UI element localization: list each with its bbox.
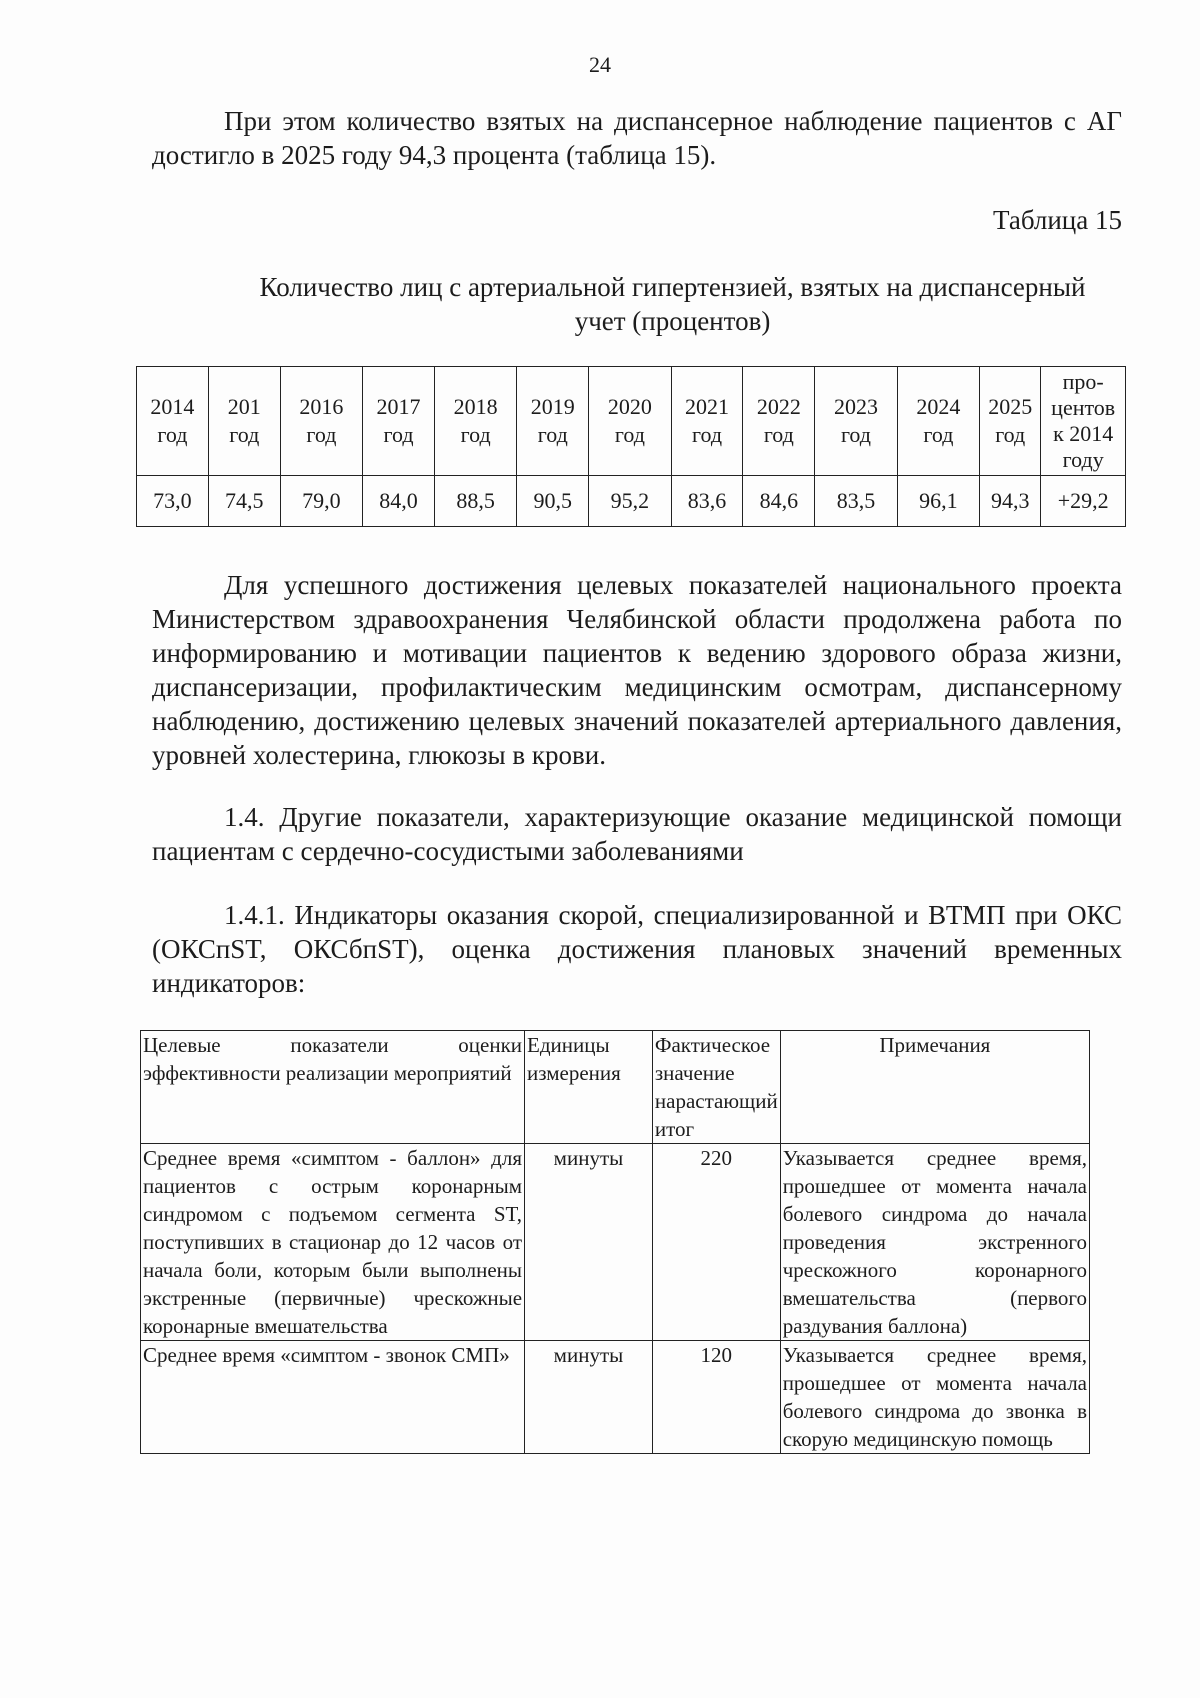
header-value: Фактическое значение нарастающий итог: [652, 1031, 780, 1144]
value-cell: 73,0: [137, 476, 209, 527]
header-cell: 2019 год: [517, 367, 589, 476]
indicator-value: 120: [652, 1341, 780, 1454]
header-cell: 2014 год: [137, 367, 209, 476]
header-cell: 2018 год: [434, 367, 516, 476]
table-values-row: [137, 476, 1126, 527]
table-title-line-1: Количество лиц с артериальной гипертензией, взятых на диспансерный: [259, 272, 1086, 302]
header-cell-percent-change: про- центов к 2014 году: [1041, 367, 1126, 476]
indicator-note: Указывается среднее время, прошедшее от момента начала болевого синдрома до звонка в скорую медицинскую помощь: [780, 1341, 1089, 1454]
value-cell: 74,5: [208, 476, 280, 527]
value-cell: 95,2: [589, 476, 671, 527]
table-title: [230, 270, 1115, 338]
paragraph-intro: При этом количество взятых на диспансерное наблюдение пациентов с АГ достигло в 2025 году 94,3 процента (таблица 15).: [152, 106, 1122, 170]
header-cell: 2022 год: [743, 367, 815, 476]
value-cell: 84,6: [743, 476, 815, 527]
header-unit: Единицы измерения: [525, 1031, 653, 1144]
header-notes: Примечания: [780, 1031, 1089, 1144]
header-cell: 2025 год: [980, 367, 1041, 476]
indicators-header-row: [141, 1031, 1090, 1144]
page-number: 24: [589, 52, 611, 77]
indicator-value: 220: [652, 1144, 780, 1341]
value-cell: 96,1: [897, 476, 979, 527]
header-indicator: Целевые показатели оценки эффективности реализации мероприятий: [141, 1031, 525, 1144]
table-title-line-2: учет (процентов): [574, 306, 771, 336]
value-cell: 79,0: [280, 476, 362, 527]
header-cell: 2020 год: [589, 367, 671, 476]
header-cell: 2023 год: [815, 367, 897, 476]
section-heading-1-4: 1.4. Другие показатели, характеризующие оказание медицинской помощи пациентам с сердечно-сосудистыми заболеваниями: [152, 802, 1122, 866]
value-cell: 83,5: [815, 476, 897, 527]
indicators-row: [141, 1341, 1090, 1454]
hypertension-table: [136, 366, 1126, 527]
value-cell: +29,2: [1041, 476, 1126, 527]
paragraph-measures: Для успешного достижения целевых показателей национального проекта Министерством здравоохранения Челябинской области продолжена работа по информированию и мотивации пациентов к ведению здорового образа жизни, диспансеризации, профилактическим медицинским осмотрам, диспансерному наблюдению, достижению целевых значений показателей артериального давления, уровней холестерина, глюкозы в крови.: [152, 570, 1122, 770]
value-cell: 83,6: [671, 476, 743, 527]
section-heading-1-4-1: 1.4.1. Индикаторы оказания скорой, специализированной и ВТМП при ОКС (ОКСпST, ОКСбпST), оценка достижения плановых значений временных индикаторов:: [152, 900, 1122, 998]
indicator-note: Указывается среднее время, прошедшее от момента начала болевого синдрома до начала проведения экстренного чрескожного коронарного вмешательства (первого раздувания баллона): [780, 1144, 1089, 1341]
indicator-unit: минуты: [525, 1144, 653, 1341]
value-cell: 84,0: [363, 476, 435, 527]
header-cell: 2017 год: [363, 367, 435, 476]
indicator-text: Среднее время «симптом - баллон» для пациентов с острым коронарным синдромом с подъемом сегмента ST, поступивших в стационар до 12 часов от начала боли, которым были выполнены экстренные (первичные) чрескожные коронарные вмешательства: [141, 1144, 525, 1341]
value-cell: 94,3: [980, 476, 1041, 527]
header-cell: 2021 год: [671, 367, 743, 476]
table-label: Таблица 15: [993, 205, 1122, 235]
value-cell: 88,5: [434, 476, 516, 527]
header-cell: 201 год: [208, 367, 280, 476]
indicator-unit: минуты: [525, 1341, 653, 1454]
indicators-table: [140, 1030, 1090, 1454]
header-cell: 2016 год: [280, 367, 362, 476]
value-cell: 90,5: [517, 476, 589, 527]
indicators-row: [141, 1144, 1090, 1341]
header-cell: 2024 год: [897, 367, 979, 476]
table-header-row: [137, 367, 1126, 476]
indicator-text: Среднее время «симптом - звонок СМП»: [141, 1341, 525, 1454]
